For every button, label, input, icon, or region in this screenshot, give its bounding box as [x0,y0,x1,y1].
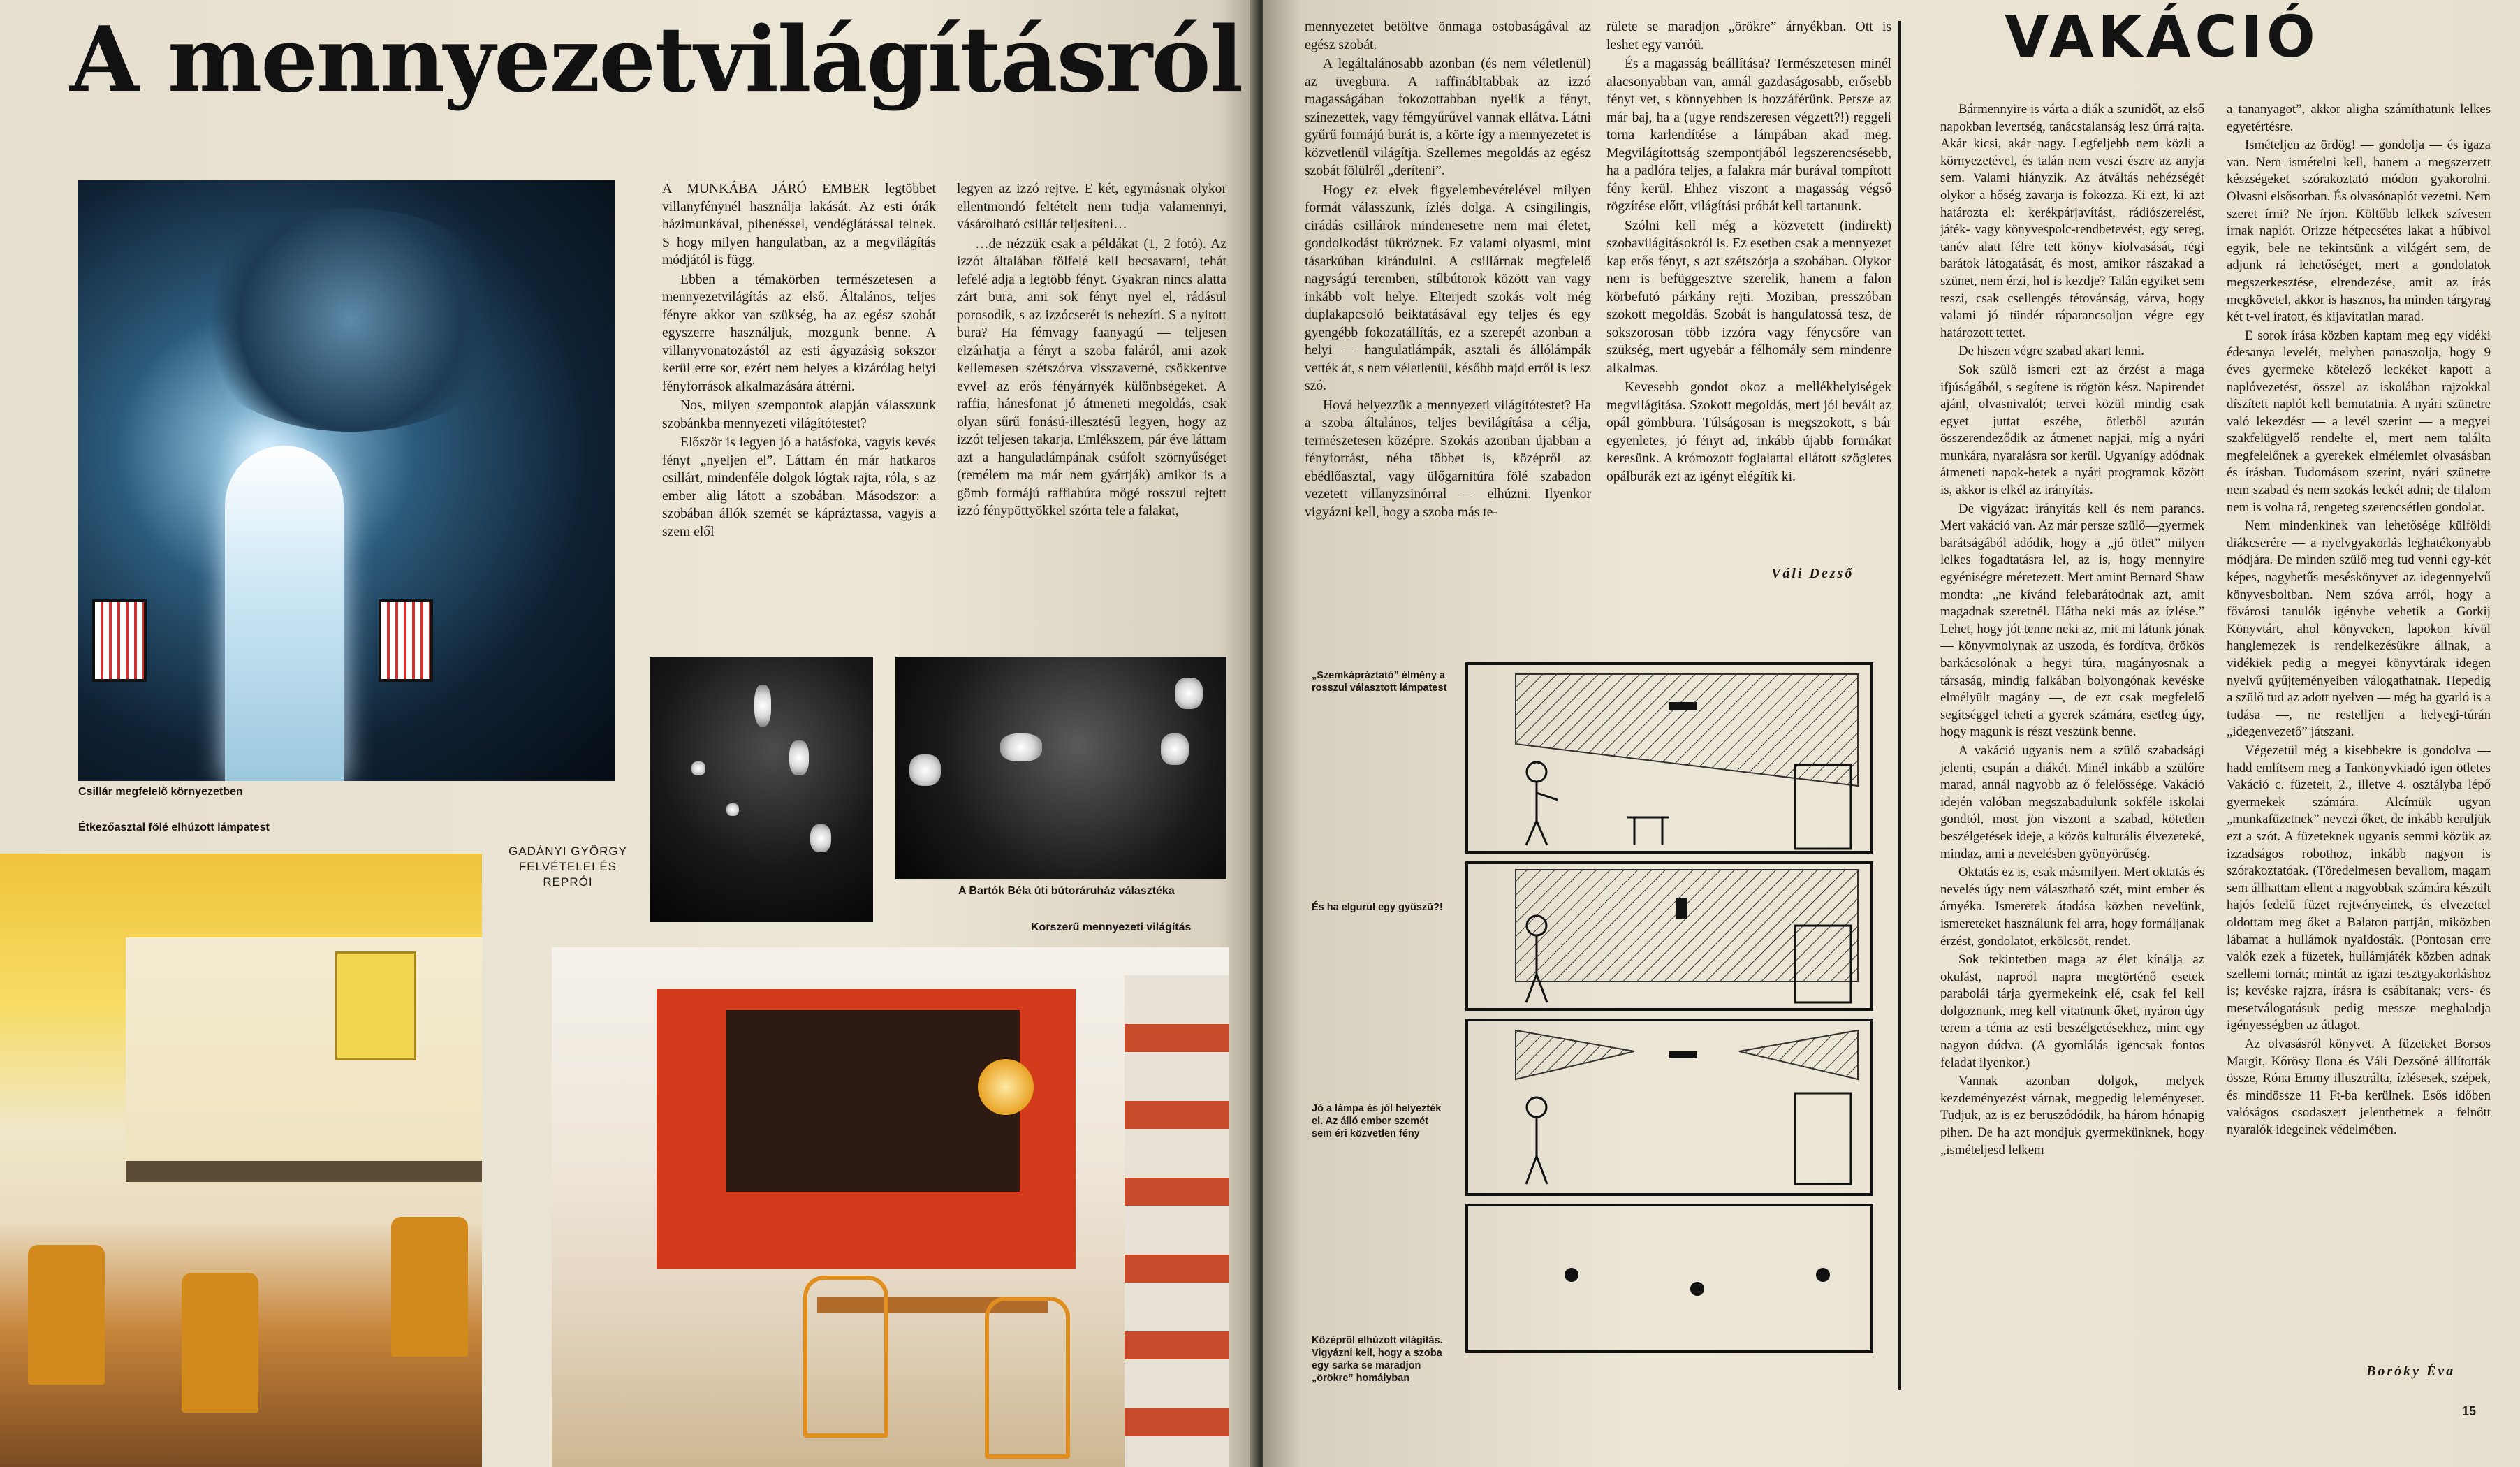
photo-credit: GADÁNYI GYÖRGY FELVÉTELEI ÉS REPRÓI [508,845,627,889]
cartoon-caption-1: „Szemkápráztató” élmény a rosszul választott lámpatest [1312,670,1447,694]
signature-boroky: Boróky Éva [2366,1364,2456,1379]
kitchen-wall [126,937,482,1168]
lamp-icons [1565,702,1830,1296]
vakacio-title: VAKÁCIÓ [2005,4,2320,71]
lamp-bulb [691,761,705,775]
chandelier-shape [183,208,518,432]
baroque-hall-photo [78,180,615,781]
cartoon-panel-4 [1467,1205,1872,1352]
globe-lamp [978,1059,1034,1115]
signature-vali: Váli Dezső [1771,566,1854,581]
text-column-4: rülete se maradjon „örökre” árnyékban. Ott is leshet egy varróü. És a magasság beállítása? Természetesen minél alacsonyabban van, annál gazdaságosabb, erősebb fényt vet, s könnyebben is hozzáférünk. Persze az már baj, ha a (ugye rendszeresen végzett?!) reggeli torna karlendítése a lámpában akad meg. Megvilágítottság szempontjából legszerencsésebb, ha a padlóra teljes, a falakra már burával tompított fény kerül. Ehhez viszont a magasság végső rögzítése előtt, világítási próbát kell tartanunk. Szólni kell még a közvetett (indirekt) szobavilágításokról is. Ez esetben csak a mennyezet kap erős fényt, s azt szétszórja a szobában. Olykor nem is befüggesztve szerelik, hanem a falon körbefutó párkány rejti. Moziban, presszóban szokott megoldás. Szobát is hangulatossá tesz, de sokszorosan több izzóra vagy fénycsőre van szükség, mert ugyebár a félhomály sem mindenre alkalmas. Kevesebb gondot okoz a mellékhelyiségek megvilágítása. Szokott megoldás, mert jól bevált az opál gömbbura. Túlságosan is megszokott, s bár egyenletes, jó fényt ad, inkább újabb formákat keresünk. A krómozott foglalattal ellátott szögletes opálburák ezt az igényt elégítik ki. [1606,20,1891,484]
chair [391,1217,468,1357]
text-column-3: mennyezetet betöltve önmaga ostobaságával az egész szobát. A legáltalánosabb azonban (és nem véletlenül) az üvegbura. A raffinábltabbak az izzó magasságában fokozottabban nyelik a fényt, színezettek, vagy fémgyűrűvel vannak ellátva. Látni gyűrű formájú burát is, a körte így a mennyezetet is közvetlenül világítja. Szellemes megoldás az egész szobát fölülről „deríteni”. Hogy ez elvek figyelembevételével milyen formát válasszunk, ízlés dolga. A csingilingis, cirádás csillárok mindenesetre nem mai életet, gondolkodást tükröznek. Ez valami olyasmi, mint tásarkúban kirándulni. A csillárnak megfelelő nagyságú teremben, stílbútorok között van vagy inkább volt helye. Elterjedt szokás volt még duplakapcsoló beiktatásával egy teljes és egy gyengébb fokozatállítás, ez a szerepét azonban a helyi — hangulatlámpák, asztali és állólámpák vették át, s nem véletlenül, később majd erről is lesz szó. Hová helyezzük a mennyezeti világítótestet? Ha a szoba általános, teljes bevilágítása a célja, természetesen középre. Szokás azonban újabban a fényforrást, néha többet is, középről az ebédlőasztal, vagy ülőgarnitúra fölé szabadon vezetett villanyzsinórral — elhúzni. Ilyenkor vigyázni kell, hogy a szoba más te- [1305,20,1591,520]
kitchen-counter [126,1161,482,1182]
lamp-bulb [1000,734,1042,761]
lamp-bulb [810,824,831,852]
caption-modern: Korszerű mennyezeti világítás [1031,921,1192,933]
cartoon-caption-3: Jó a lámpa és jól helyezték el. Az álló ember szemét sem éri közvetlen fény [1312,1103,1442,1139]
shelf [1125,975,1229,1467]
text-column-5: Bármennyire is várta a diák a szünidőt, az első napokban levertség, tanácstalanság lesz úrrá rajta. Akár kicsi, akár nagy. Legfeljebb nem közli a környezetével, és talán nem veszi észre az anyja sem. Valami hiányzik. Az átváltás nehézségét olykor a hőség zavarja is fokozza. Ki ezt, ki azt határozta el: kerékpárjavítást, rádiószerelést, játék- vagy könyvespolc-rendbetevést, egy sereg, tanév alatt félre tett könyv kiolvasását, régi barátok látogatását, és most, amikor rászakad a szünet, nem érzi, hol is kezdje? Talán egyiket sem teszi, csak csellengés tétovánság, várva, hogy valami jó tündér ráparancsoljon végre egy határozott tettet. De hiszen végre szabad akart lenni. Sok szülő ismeri ezt az érzést a maga ifjúságából, s segítene is rögtön kész. Napirendet ajánl, olvasnivalót; tervei közül mindig csak egyet juttat eszébe, ötletből azután összerendeződik az átmenet napjai, míg a nyári munkára, nyaralásra sor kerül. Ugyanígy adódnak átmeneti napok-hetek a nyári programok között is, akkor is elkél az irányítás. De vigyázat: irányítás kell és nem parancs. Mert vakáció van. Az már persze szülő—gyermek barátságából adódik, hogy a „jó ötlet” milyen lelkes fogadtatásra lel, az is, hogy mennyire egyéniségre méretezett. Mert amint Bernard Shaw mondta: „ne kívánd felebarátodnak azt, amit magadnak szeretnél. Hátha neki más az ízlése.” Lehet, hogy jót tenne neki az, mit mi látunk jónak — könyvmolynak az uszoda, és fordítva, örökös barkácsolónak a hegyi túra, magányosnak a társaság, mindig falkában bolyongónak kevéske elmélyült magány —, de ezt csak megfelelő segítséggel teheti a gyerek számára, esetleg úgy, hogy magunk is részt veszünk benne. A vakáció ugyanis nem a szülő szabadsági jelenti, csupán a diákét. Minél inkább a szülőre marad, annál nagyobb az ő felelőssége. Vakáció idején valóban megszabadulunk sokféle iskolai gondtól, most jön viszont a szabad, kötetlen beszélgetések ideje, a közös kulturális élvezeteké, mindaz, ami a nevelésben gyönyörűség. Oktatás ez is, csak másmilyen. Mert oktatás és nevelés úgy nem választható szét, mint ember és árnyéka. Ismeretek átadása közben nevelünk, ismereteket használunk fel arra, hogy formáljanak érzést, gondolatot, erkölcsöt, rendet. Sok tekintetben maga az élet kínálja az okulást, naproól napra megtörténő esetek parabolái tárja gyermekeink elé, csak fel kell dolgoznunk, meg kell vitatnunk őket, nyáron úgy terem a téma az esti beszélgetésekhez, mint egy nagyon dúdva. (A gyomlálás igencsak fontos feladat ilyenkor.) Vannak azonban dolgok, melyek kezdeményezést várnak, megpedig leleményeset. Tudjuk, az is ez beruszódódik, ha három hónapig pihen. De ha azt mondjuk gyermekünknek, hogy „ismételjesd lelkem [1940,102,2204,1158]
window-arch [225,446,344,781]
kitchen-cabinet [335,951,416,1060]
lamp-bulb [1175,678,1203,709]
kitchen-niche [726,1010,1020,1192]
column-divider [1898,21,1901,1390]
yellow-kitchen-photo [0,854,482,1467]
folding-chair [803,1276,888,1438]
red-kitchen-photo [552,947,1229,1467]
text-column-6: a tananyagot”, akkor aligha számíthatunk lelkes egyetértésre. Ismételjen az ördög! — gondolja — és igaza van. Nem ismételni kell, hanem a megszerzett készségeket szórakoztató módon gyakorolni. Olvasni elsősorban. És olvasónaplót vezetni. Nem szeret írni? Ne írjon. Költőbb lelkek szívesen írnak naplót. Orizze hétpecsétes lakat a hűbívol egyik, bele ne tekintsünk a világért sem, de adjunk rá lehetőséget, mert a gondolatok megszerkesztése, elrendezése, amit az írás megkövetel, akkor is hasznos, ha minden tárgyrag két t-vel íratott, és kijavítatlan marad. E sorok írása közben kaptam meg egy vidéki édesanya levelét, melyben panaszolja, hogy 9 éves gyermeke kötelező leckéket kapott a naplóvezetést, összel az iskolában rajzokkal díszített naplót kell bemutatnia. A nyári szünetre való lekezdést — a levél szerint — a megyei szakfelügyelő rendelte el, mert nem találta megfelelőnek a gyerekek elmélemlet olvasásban és írásban. Tudomásom szerint, nyári szünetre nem szabad és nem szokás leckét adni; de tilalom nem is volna rá, rengeteg szerencsétlen gondolat. Nem mindenkinek van lehetősége külföldi diákcserére — a nyelvgyakorlás leghatékonyabb módjára. De minden szülő meg tud venni egy-két képes, nagybetűs meséskönyvet az idegennyelvű könyvesboltban. Nem szóva arról, hogy a fővárosi tanulók igénybe vehetik a Gorkij Könyvtárt, ahol könyveken, lapokon kívül hanglemezek is rendelkezésükre állnak, a vidékiek pedig a megyei könyvtárak idegen nyelvű gyűjteményeiben válogathatnak. Hepedig a szülő tud az adott nyelven — még ha gyarló is a tudása —, ne restelljen a helyegi-túrán „idegenvezető” játszani. Végezetül még a kisebbekre is gondolva — hadd említsem meg a Tankönyvkiadó igen ötletes Vakáció c. füzeteit, 2., illetve 4. osztályba lépő gyermekek számára. Alcímük ugyan „munkafüzetnek” nevezi őket, de inkább kerüljük ezt a szót. A füzeteknek ugyanis semmi közük az izzadságos robothoz, inkább nagyon is szórakoztatóak. (Töredelmesen bevallom, magam sem állhattam ellent a nagyobbak számára készült hajós fedelű füzet rejtvényeinek, és elvezettel oldottam meg őket a Balaton partján, miközben lábamat a hullámok nyaldosták. (Pontosan erre valók ezek a füzetek, hullámjáték közben adnak szellemi tornát; mintát az igazi tesztgyakorláshoz is; kevéske rajzra, írásra is csábítanak; vers- és mesetválogatásuk pedig messze meghaladja igényességben az átlagot. Az olvasásról könyvet. A füzeteket Borsos Margit, Kőrösy Ilona és Váli Dezsőné állították össze, Róna Emmy illusztrálta, ízlésesek, szépek, és mindössze 11 Ft-ba kerülnek. Esős időben valóságos csodaszert jelenthetnek a felnőtt nyaralók idegeinek védelmében. [2227,102,2491,1138]
left-page [0,0,1257,1467]
hanging-lamps-photo-2 [895,657,1226,879]
lighting-cartoon [1460,660,1879,1359]
chair [182,1273,258,1413]
window-right [379,599,433,682]
window-left [92,599,147,682]
caption-bartok: A Bartók Béla úti bútoráruház választéka [958,885,1175,897]
folding-chair [985,1297,1070,1459]
cartoon-caption-2: És ha elgurul egy gyűszű?! [1312,902,1443,913]
page-title: A mennyezetvilágításról [70,8,1243,112]
lamp-bulb [726,803,739,816]
caption-dining: Étkezőasztal fölé elhúzott lámpatest [78,822,270,833]
lamp-bulb [909,754,941,786]
lamp-bulb [1161,734,1189,765]
lamp-bulb [754,685,771,727]
chair [28,1245,105,1385]
text-column-1: A MUNKÁBA JÁRÓ EMBER legtöbbet villanyfénynél használja lakását. Az esti órák házimunkával, pihenéssel, vendéglátással telnek. S hogy milyen hangulatban, az a megvilágítás módjától is függ. Ebben a témakörben természetesen a mennyezetvilágítás az első. Általános, teljes fényre akkor van szükség, ha az egész szobát egyszerre használjuk, mozgunk benne. A villanyvonatozástól az esti ágyazásig sokszor kerül erre sor, ezért nem helyes a kizárólag helyi fényforrások alkalmazására áttérni. Nos, milyen szempontok alapján válasszunk szobánkba mennyezeti világítótestet? Először is legyen jó a hatásfoka, vagyis kevés fényt „nyeljen el”. Láttam én már hatkaros csillárt, mindenféle dolgok lógtak rajta, róla, s az ember alig látott a szobában. Másodszor: a szobában állók szemét se kápráztassa, vagyis a szem elől [662,182,936,539]
right-page [1263,0,2520,1467]
lamp-bulb [789,740,809,775]
page-number: 15 [2462,1404,2477,1418]
hanging-lamps-photo-1 [650,657,873,922]
caption-hall: Csillár megfelelő környezetben [78,786,243,798]
cartoon-caption-4: Középről elhúzott világítás. Vigyázni kell, hogy a szoba egy sarka se maradjon „örökre” homályban [1312,1335,1443,1384]
text-column-2: legyen az izzó rejtve. E két, egymásnak olykor ellentmondó feltételt nem tudja valamennyi, vásárolható csillár teljesíteni… …de nézzük csak a példákat (1, 2 fotó). Az izzót általában fölfelé kell becsavarni, tehát lefelé adja a legtöbb fényt. Gyakran nincs alatta zárt bura, ami sok fényt nyel el, rádásul porosodik, s az izzócserét is nehezíti. S a nyitott bura? Ha fémvagy faanyagú — teljesen elzárhatja a fényt a szoba faláról, ami azok kellemesen szétszórva visszaverné, csökkentve evvel az erős fényárnyék különbségeket. A raffia, hánesfonat jó átmeneti megoldás, csak olyan sűrű fonású-illesztésű legyen, hogy az izzót teljesen takarja. Emlékszem, pár éve láttam azt a hangulatlámpának csúfolt szörnyűséget (remélem ma már nem gyártják) amikor is a gömb formájú raffiabúra mögé rosszul rejtett izzó fénypöttyökkel szórta tele a falakat, [957,182,1226,518]
